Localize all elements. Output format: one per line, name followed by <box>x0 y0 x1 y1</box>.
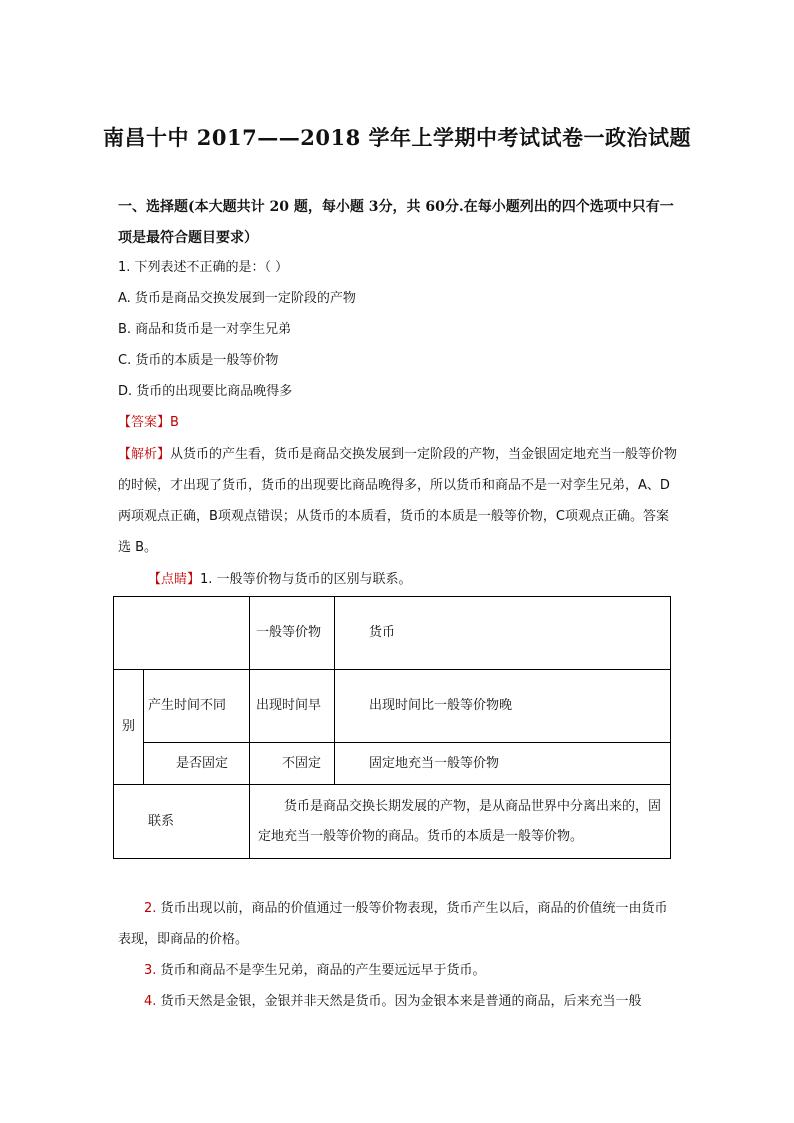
note-3-number: 3. <box>144 963 157 978</box>
section-heading: 一、选择题(本大题共计 20 题，每小题 3分，共 60分.在每小题列出的四个选项中只有一项是最符合题目要求） <box>118 199 674 246</box>
note-4-number: 4. <box>144 994 157 1009</box>
note-4 <box>118 986 678 1017</box>
answer-tag: 【答案】 <box>118 415 171 430</box>
note-2 <box>118 893 678 955</box>
link-text: 货币是商品交换长期发展的产物，是从商品世界中分离出来的，固定地充当一般等价物的商品。货币的本质是一般等价物。 <box>250 785 671 859</box>
analysis-paragraph <box>118 439 678 563</box>
header-general-equivalent: 一般等价物 <box>250 597 335 670</box>
note-2-number: 2. <box>144 901 157 916</box>
tip-line <box>148 570 678 590</box>
table-header-row <box>114 597 671 670</box>
header-currency: 货币 <box>335 597 671 670</box>
analysis-text: 从货币的产生看，货币是商品交换发展到一定阶段的产物，当金银固定地充当一般等价物的时候，才出现了货币，货币的出现要比商品晚得多，所以货币和商品不是一对孪生兄弟，A、D 两项观点正确，B项观点错误；从货币的本质看，货币的本质是一般等价物，C项观点正确。答案选 B。 <box>118 447 678 555</box>
comparison-table <box>113 596 671 859</box>
page-title: 南昌十中 2017——2018 学年上学期中考试试卷一政治试题 <box>102 125 691 150</box>
option-c: C. 货币的本质是一般等价物 <box>118 353 279 368</box>
row1-label: 产生时间不同 <box>144 670 250 743</box>
answer-line <box>118 413 678 433</box>
table-corner-cell <box>114 597 250 670</box>
note-3-text: 货币和商品不是孪生兄弟，商品的产生要远远早于货币。 <box>160 963 486 978</box>
row2-col2: 固定地充当一般等价物 <box>335 743 671 785</box>
table-row <box>114 743 671 785</box>
note-4-text: 货币天然是金银，金银并非天然是货币。因为金银本来是普通的商品，后来充当一般 <box>160 994 642 1009</box>
option-b: B. 商品和货币是一对孪生兄弟 <box>118 322 292 337</box>
table-row <box>114 670 671 743</box>
option-d: D. 货币的出现要比商品晚得多 <box>118 384 293 399</box>
link-label: 联系 <box>114 785 250 859</box>
table-link-row <box>114 785 671 859</box>
row-group-label: 别 <box>114 670 144 785</box>
row1-col1: 出现时间早 <box>250 670 335 743</box>
tip-tag: 【点睛】 <box>148 572 201 587</box>
answer-value: B <box>170 415 179 430</box>
note-3 <box>118 955 678 986</box>
row2-label: 是否固定 <box>144 743 250 785</box>
analysis-tag: 【解析】 <box>118 447 171 462</box>
row1-col2: 出现时间比一般等价物晚 <box>335 670 671 743</box>
question-stem: 1. 下列表述不正确的是：（ ） <box>118 260 289 275</box>
row2-col1: 不固定 <box>250 743 335 785</box>
note-2-text: 货币出现以前，商品的价值通过一般等价物表现，货币产生以后，商品的价值统一由货币表现，即商品的价格。 <box>118 901 668 947</box>
option-a: A. 货币是商品交换发展到一定阶段的产物 <box>118 291 356 306</box>
tip-text: 1. 一般等价物与货币的区别与联系。 <box>200 572 412 587</box>
